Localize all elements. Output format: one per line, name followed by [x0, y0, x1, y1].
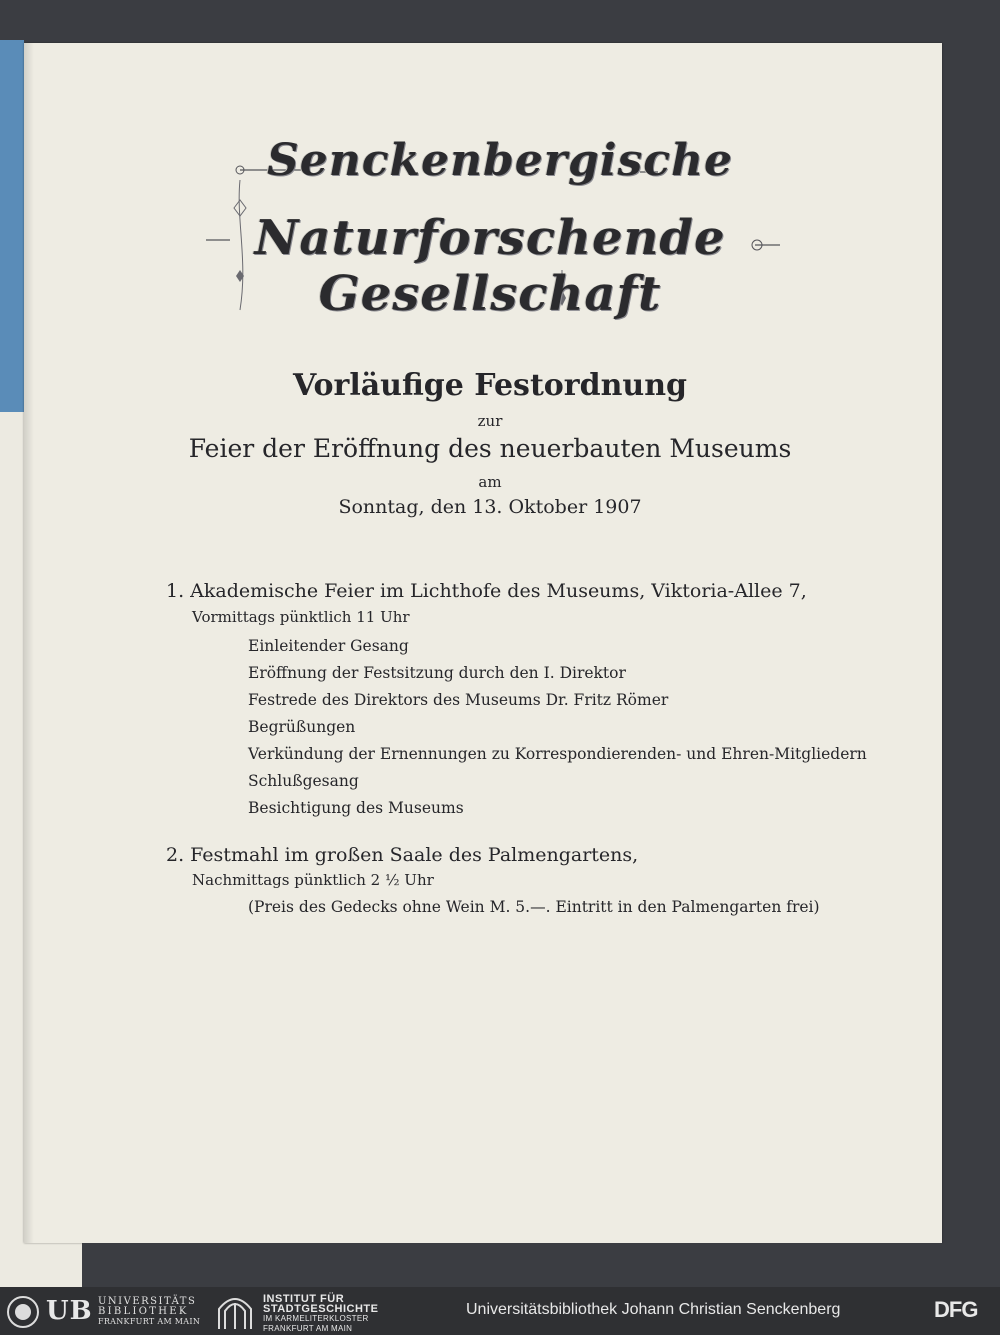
program-line: Festrede des Direktors des Museums Dr. Fritz Römer — [248, 691, 669, 709]
document-subtitle: Feier der Eröffnung des neuerbauten Museums — [188, 434, 792, 463]
ub-seal-icon — [6, 1295, 40, 1329]
program-line: Besichtigung des Museums — [248, 799, 464, 817]
library-name: Universitätsbibliothek Johann Christian Senckenberg — [466, 1301, 841, 1318]
header-line-2: Naturforschende Gesellschaft — [254, 210, 726, 322]
isg-line-2: STADTGESCHICHTE — [263, 1303, 379, 1315]
isg-name-block — [263, 1294, 378, 1334]
program-line: Begrüßungen — [248, 718, 356, 736]
item-2-heading: 2. Festmahl im großen Saale des Palmengartens, — [166, 844, 639, 866]
program-line: Einleitender Gesang — [248, 637, 409, 655]
ub-line-1: UNIVERSITÄTS — [98, 1296, 197, 1307]
ub-line-2: BIBLIOTHEK — [98, 1306, 189, 1317]
isg-arch-icon — [215, 1293, 255, 1331]
event-date: Sonntag, den 13. Oktober 1907 — [338, 496, 642, 518]
isg-line-3: IM KARMELITERKLOSTER — [263, 1314, 369, 1323]
ub-line-3: FRANKFURT AM MAIN — [98, 1317, 201, 1326]
connector-zur: zur — [477, 412, 503, 430]
book-cover-edge — [0, 40, 24, 412]
page-spine-shadow — [24, 43, 34, 1243]
header-line-1: Senckenbergische — [267, 135, 733, 186]
page-gap — [82, 1243, 942, 1287]
dfg-logo: DFG — [934, 1297, 978, 1322]
program-line: Eröffnung der Festsitzung durch den I. Direktor — [248, 664, 626, 682]
document-title: Vorläufige Festordnung — [293, 368, 687, 403]
connector-am: am — [478, 473, 502, 491]
program-line: Schlußgesang — [248, 772, 359, 790]
isg-line-4: FRANKFURT AM MAIN — [263, 1324, 353, 1333]
ub-name-block — [98, 1297, 200, 1327]
item-1-time: Vormittags pünktlich 11 Uhr — [192, 608, 410, 626]
footer-bar — [0, 1287, 1000, 1335]
ub-short-name: UB — [46, 1296, 93, 1326]
program-line: Verkündung der Ernennungen zu Korrespondierenden- und Ehren-Mitgliedern — [248, 745, 867, 763]
item-1-heading: 1. Akademische Feier im Lichthofe des Museums, Viktoria-Allee 7, — [166, 580, 807, 602]
isg-line-1: INSTITUT FÜR — [263, 1293, 345, 1305]
item-2-time: Nachmittags pünktlich 2 ½ Uhr — [192, 871, 434, 889]
item-2-note: (Preis des Gedecks ohne Wein M. 5.—. Eintritt in den Palmengarten frei) — [248, 898, 820, 916]
society-header — [200, 120, 800, 320]
